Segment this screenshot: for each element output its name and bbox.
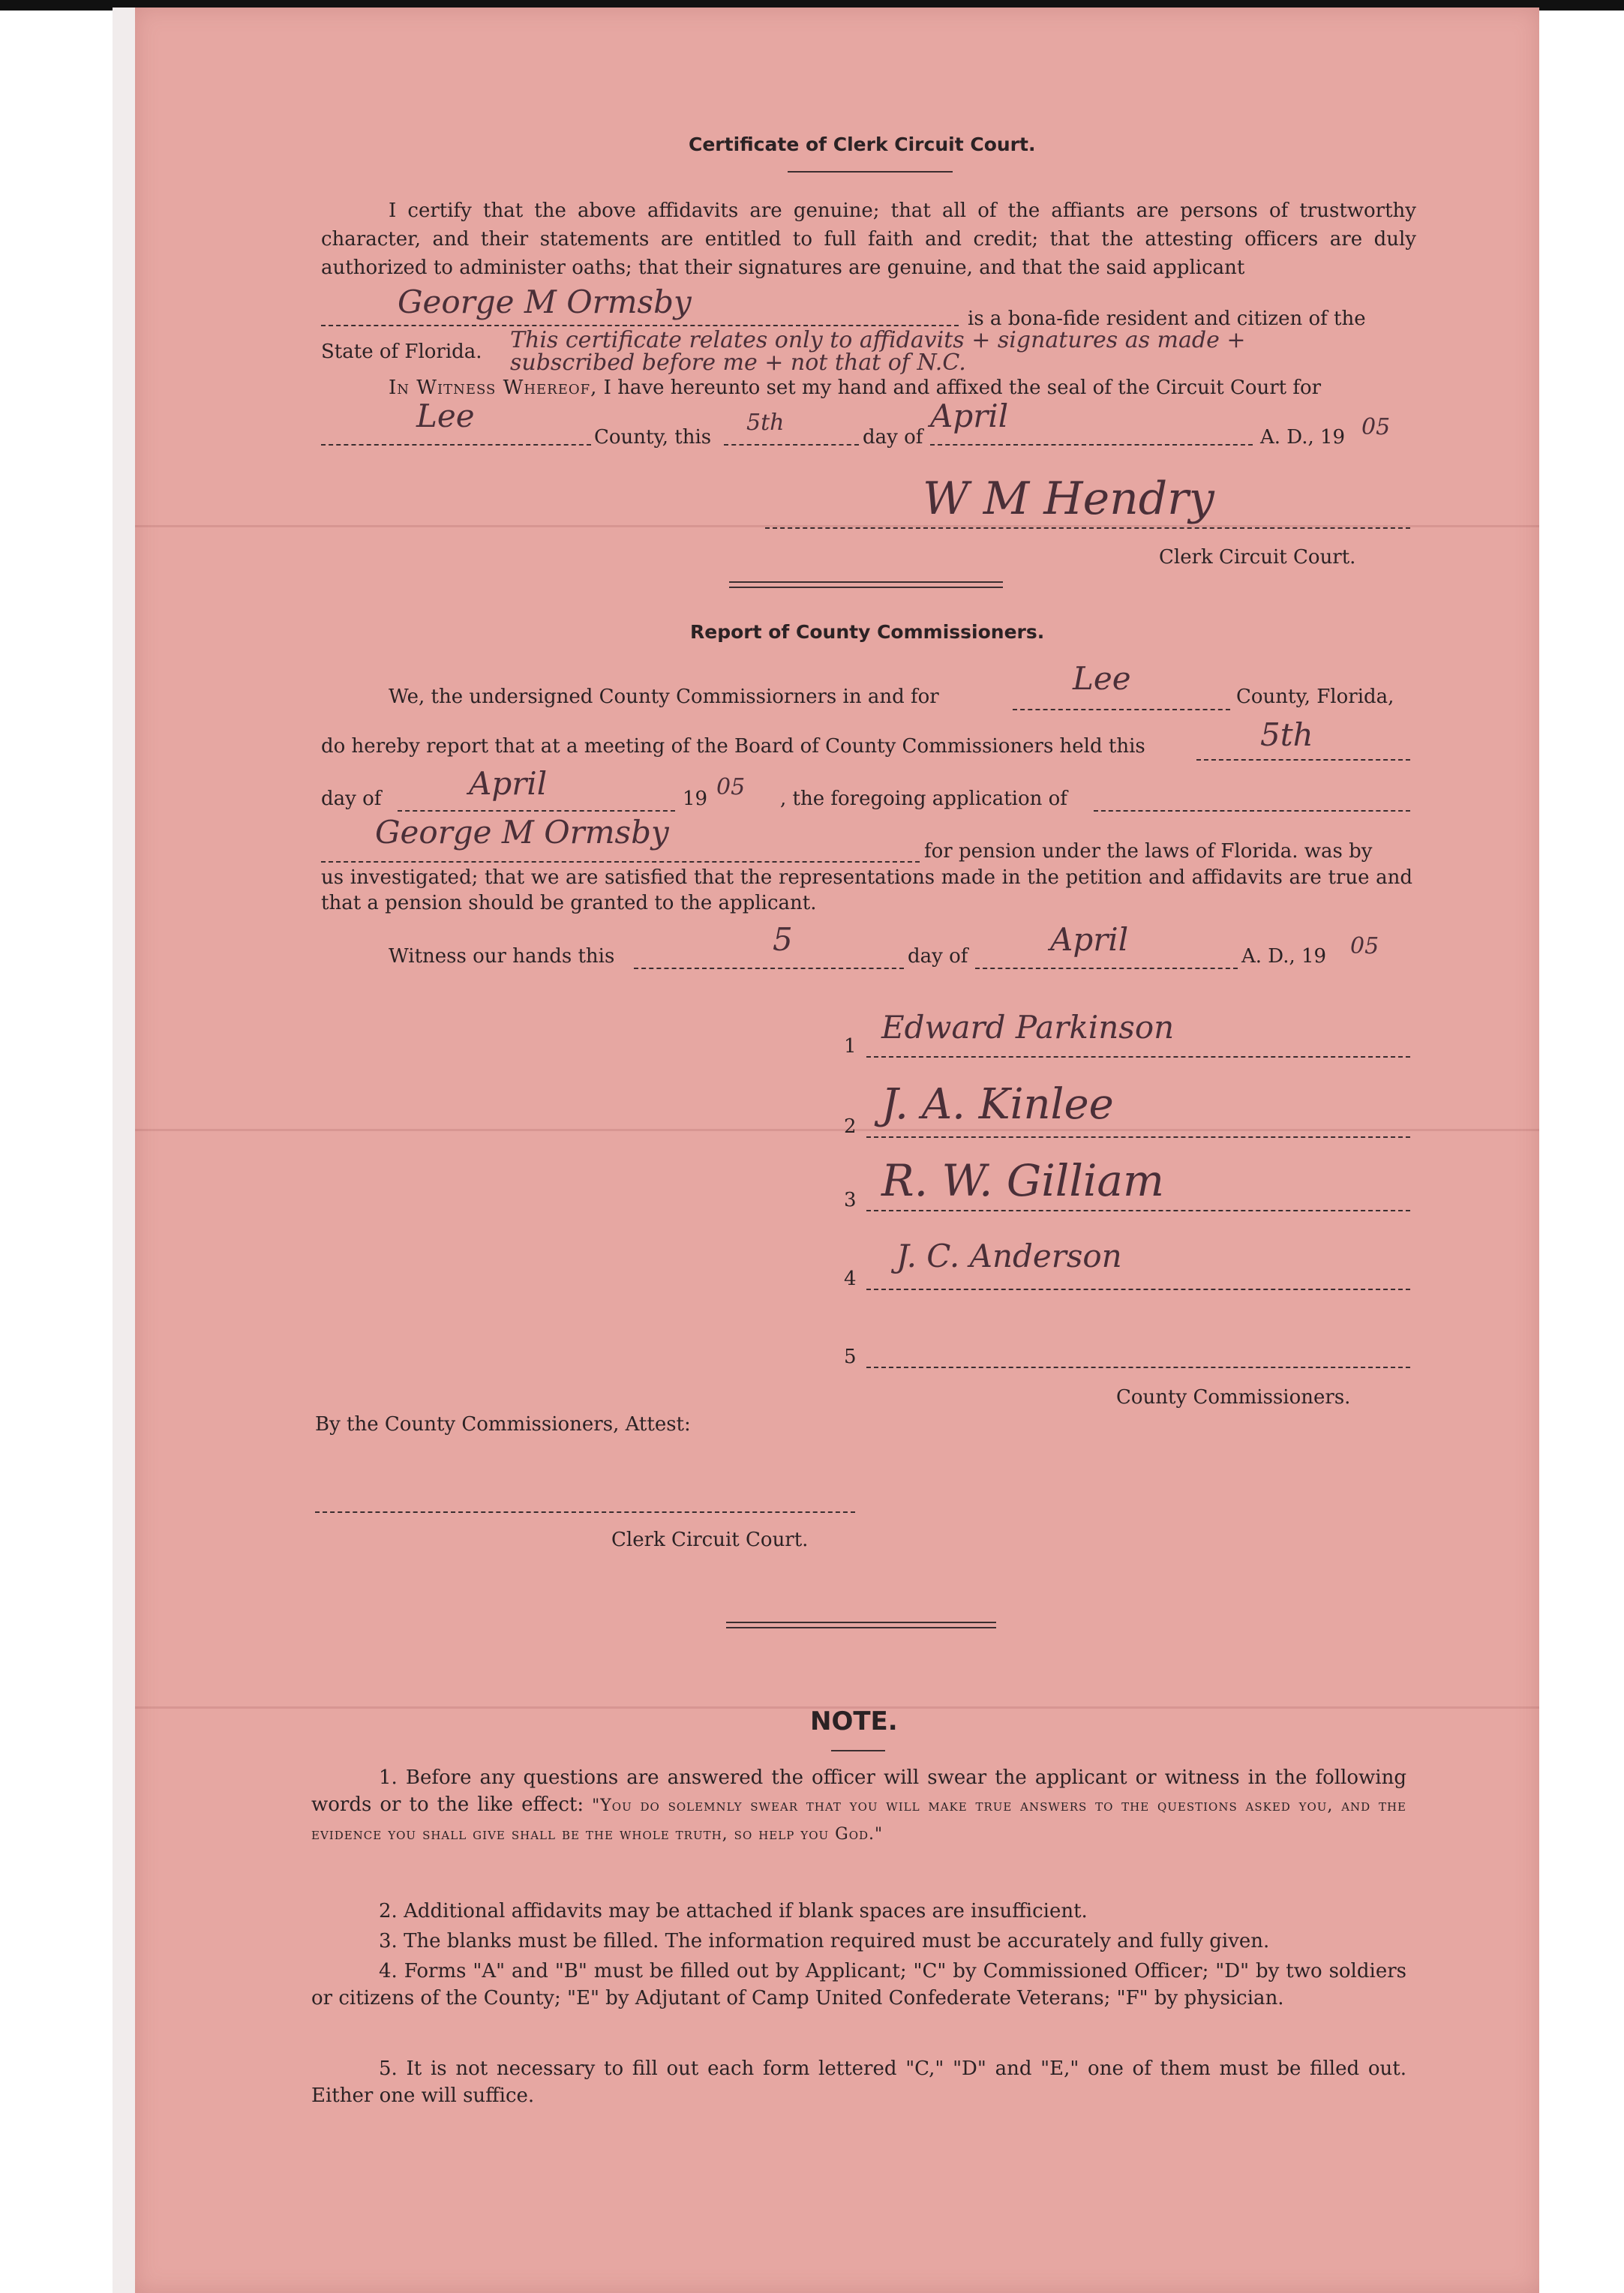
- commissioner-number: 3: [844, 1189, 857, 1211]
- paper-fold: [135, 1129, 1539, 1131]
- note-item-1: [311, 1764, 1406, 1848]
- month-handwritten: April: [930, 398, 1009, 434]
- ad-label: A. D., 19: [1260, 426, 1346, 449]
- commissioner-line: [866, 1056, 1410, 1058]
- section-divider: [726, 1622, 996, 1623]
- attest-clerk-line: [315, 1511, 855, 1513]
- note-item-2: 2. Additional affidavits may be attached if blank spaces are insufficient.: [379, 1900, 1088, 1922]
- commissioners-label: County Commissioners.: [1116, 1386, 1351, 1409]
- clerk-signature: W M Hendry: [923, 473, 1214, 525]
- witness-whereof-lead: In Witness Whereof,: [389, 377, 598, 399]
- county-handwritten: Lee: [416, 398, 475, 434]
- attest-clerk-label: Clerk Circuit Court.: [611, 1529, 809, 1551]
- state-text: State of Florida.: [321, 341, 482, 363]
- held-day-handwritten: 5th: [1260, 716, 1313, 753]
- certificate-title: Certificate of Clerk Circuit Court.: [689, 134, 1036, 155]
- resident-text: is a bona-fide resident and citizen of the: [968, 308, 1366, 330]
- report-month-handwritten: April: [469, 765, 548, 802]
- note-title: NOTE.: [810, 1706, 898, 1736]
- certificate-paragraph: I certify that the above affidavits are genuine; that all of the affiants are persons of trustworthy character, and their statements are entitled to full faith and credit; that the attesting officers are duly authorized to administer oaths; that their signatures are genuine, and that the said applicant: [321, 200, 1416, 279]
- day-of-label: day of: [321, 788, 382, 810]
- note-underline: [831, 1750, 885, 1751]
- commissioner-signature: Edward Parkinson: [881, 1009, 1175, 1046]
- county-label: County, this: [594, 426, 712, 449]
- commissioner-signature: J. A. Kinlee: [881, 1080, 1114, 1129]
- witness-day-handwritten: 5: [773, 921, 793, 958]
- attest-label: By the County Commissioners, Attest:: [315, 1413, 691, 1436]
- sheet-left-edge: [113, 8, 135, 2293]
- note-item-5: 5. It is not necessary to fill out each form lettered "C," "D" and "E," one of them must be filled out. Either one will suffice.: [311, 2057, 1406, 2107]
- section-divider: [729, 587, 1003, 588]
- signature-line: [765, 527, 1410, 529]
- witness-hands-label: Witness our hands this: [389, 945, 615, 968]
- report-year-handwritten: 05: [716, 774, 746, 800]
- section-divider: [729, 581, 1003, 583]
- applicant-blank: [321, 325, 959, 326]
- county-blank: [321, 444, 591, 446]
- note-item-4: 4. Forms "A" and "B" must be filled out by Applicant; "C" by Commissioned Officer; "D" by two soldiers or citizens of the County; "E" by Adjutant of Camp United Confederate Veterans; "F" by physician.: [311, 1960, 1406, 2009]
- section-divider: [726, 1627, 996, 1628]
- month-blank: [930, 444, 1253, 446]
- pension-text: for pension under the laws of Florida. was by: [924, 840, 1373, 863]
- commissioner-line: [866, 1210, 1410, 1211]
- witness-day-of: day of: [908, 945, 968, 968]
- witness-ad-label: A. D., 19: [1241, 945, 1327, 968]
- commissioner-number: 4: [844, 1268, 857, 1290]
- applicant-name-handwritten: George M Ormsby: [398, 284, 692, 320]
- witness-whereof-text: I have hereunto set my hand and affixed the seal of the Circuit Court for: [603, 377, 1322, 399]
- report-line1a: We, the undersigned County Commissiorners in and for: [389, 686, 939, 708]
- commissioner-number: 1: [844, 1035, 857, 1058]
- report-county-blank: [1013, 709, 1230, 710]
- commissioner-line: [866, 1289, 1410, 1290]
- note-item-3: 3. The blanks must be filled. The information required must be accurately and fully given.: [379, 1930, 1270, 1952]
- report-line1b: County, Florida,: [1236, 686, 1394, 708]
- year-handwritten: 05: [1361, 414, 1391, 440]
- report-title: Report of County Commissioners.: [690, 621, 1045, 643]
- commissioner-signature: J. C. Anderson: [896, 1238, 1122, 1274]
- clerk-label: Clerk Circuit Court.: [1159, 546, 1356, 569]
- report-paragraph: us investigated; that we are satisfied that the representations made in the petition and affidavits are true and that a pension should be granted to the applicant.: [321, 866, 1412, 914]
- handwritten-note-line1: This certificate relates only to affidavits + signatures as made +: [510, 327, 1246, 353]
- commissioner-number: 5: [844, 1346, 857, 1368]
- report-applicant-blank: [321, 861, 920, 863]
- held-day-blank: [1196, 759, 1410, 761]
- note-oath-text: "You do solemnly swear that you will make true answers to the questions asked you, and the evidence you shall give shall be the whole truth, so help you God.": [311, 1796, 1406, 1844]
- report-line2: do hereby report that at a meeting of the Board of County Commissioners held this: [321, 735, 1145, 758]
- witness-year-handwritten: 05: [1350, 933, 1379, 959]
- handwritten-note-line2: subscribed before me + not that of N.C.: [510, 350, 966, 376]
- day-blank: [724, 444, 859, 446]
- note-item-1-text: 1. Before any questions are answered the officer will swear the applicant or witness in the following words or to the like effect:: [311, 1766, 1406, 1816]
- foregoing-text: , the foregoing application of: [780, 788, 1067, 810]
- commissioner-line: [866, 1367, 1410, 1368]
- witness-month-blank: [975, 968, 1238, 969]
- report-applicant-handwritten: George M Ormsby: [375, 814, 669, 851]
- year-prefix: 19: [683, 788, 708, 810]
- commissioner-number: 2: [844, 1115, 857, 1138]
- witness-month-handwritten: April: [1050, 921, 1129, 958]
- day-handwritten: 5th: [746, 410, 785, 436]
- application-of-blank: [1094, 810, 1410, 812]
- report-month-blank: [398, 810, 675, 812]
- witness-day-blank: [634, 968, 904, 969]
- title-underline: [788, 171, 953, 173]
- day-label: day of: [863, 426, 923, 449]
- report-county-handwritten: Lee: [1073, 660, 1131, 697]
- commissioner-line: [866, 1136, 1410, 1138]
- commissioner-signature: R. W. Gilliam: [881, 1155, 1164, 1206]
